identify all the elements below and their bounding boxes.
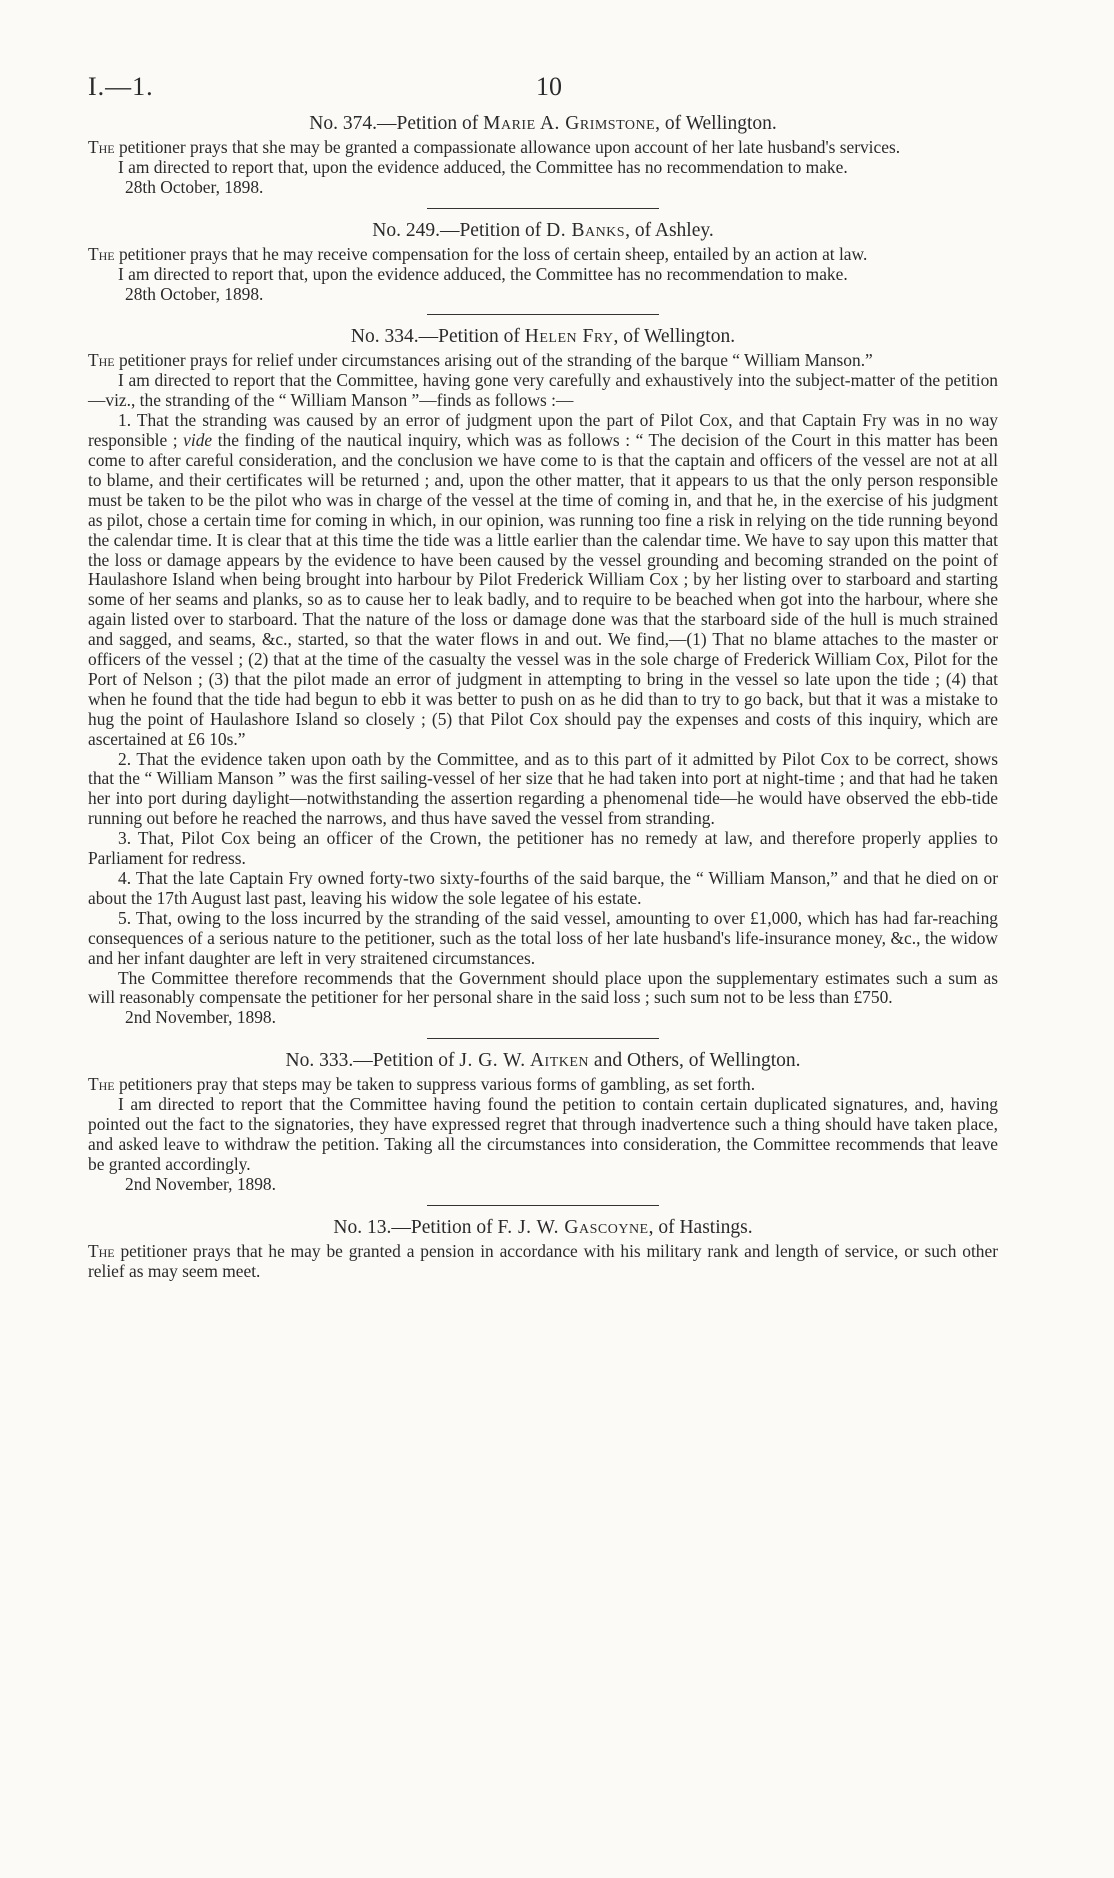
petitioner-name: Marie A. Grimstone [483,113,656,134]
report-date: 28th October, 1898. [125,176,264,197]
section-divider [427,314,659,315]
petition-13 [88,1216,998,1282]
petition-title: No. 374.—Petition of Marie A. Grimstone, of Wellington. [309,113,777,134]
section-divider [427,1205,659,1206]
page-reference: I.—1. [88,72,154,101]
committee-report: I am directed to report that, upon the evidence adduced, the Committee has no recommendation to make. [118,263,848,284]
petitioner-name: Helen Fry [524,326,614,348]
finding-point-5: 5. That, owing to the loss incurred by the stranding of the said vessel, amounting to over £1,000, which has had far-reaching consequences of a serious nature to the petitioner, such as the total loss of her late husband's life-insurance money, &c., the widow and her infant daughter are left in very straitened circumstances. [88,907,998,968]
section-divider [427,208,659,209]
committee-report: I am directed to report that, upon the evidence adduced, the Committee has no recommendation to make. [118,156,848,177]
petition-title: No. 13.—Petition of F. J. W. Gascoyne, of Hastings. [333,1216,753,1238]
report-date: 2nd November, 1898. [125,1173,276,1194]
petition-prayer: The petitioners pray that steps may be taken to suppress various forms of gambling, as set forth. [88,1074,756,1095]
petition-title: No. 333.—Petition of J. G. W. Aitken and Others, of Wellington. [285,1050,801,1072]
report-date: 2nd November, 1898. [125,1007,276,1028]
petition-333 [88,1049,998,1194]
committee-recommendation: The Committee therefore recommends that the Government should place upon the supplementary estimates such a sum as will reasonably compensate the petitioner for her personal share in the said loss ; such sum not to be less than £750. [88,967,998,1008]
committee-report: I am directed to report that the Committee having found the petition to contain certain duplicated signatures, and, having pointed out the fact to the signatories, they have expressed regret that through inadvertence such a thing should have taken place, and asked leave to withdraw the petition. Taking all the circumstances into consideration, the Committee recommends that leave be granted accordingly. [88,1094,998,1174]
section-divider [427,1038,659,1039]
page-number: 10 [536,72,562,101]
petition-249 [88,219,998,305]
petition-prayer: The petitioner prays that he may receive compensation for the loss of certain sheep, entailed by an action at law. [88,243,868,264]
report-date: 28th October, 1898. [125,283,264,304]
petition-prayer: The petitioner prays that she may be granted a compassionate allowance upon account of her late husband's services. [88,137,901,157]
committee-report: I am directed to report that the Committee, having gone very carefully and exhaustively into the subject-matter of the petition—viz., the stranding of the “ William Manson ”—finds as follows :— [88,370,998,411]
petition-prayer: The petitioner prays that he may be granted a pension in accordance with his military rank and length of service, or such other relief as may seem meet. [88,1240,998,1281]
petition-334 [88,325,998,1028]
petition-title: No. 249.—Petition of D. Banks, of Ashley. [372,219,714,241]
page-header [88,72,998,112]
petition-prayer: The petitioner prays for relief under circumstances arising out of the stranding of the barque “ William Manson.” [88,350,873,371]
finding-point-2: 2. That the evidence taken upon oath by the Committee, and as to this part of it admitted by Pilot Cox to be correct, shows that the “ William Manson ” was the first sailing-vessel of her size that he had taken into port at night-time ; and that had he taken her into port during daylight—notwithstanding the assertion regarding a phenomenal tide—he would have observed the ebb-tide running out before he reached the narrows, and thus have saved the vessel from stranding. [88,748,998,829]
petitioner-name: F. J. W. Gascoyne [497,1216,649,1238]
petition-title: No. 334.—Petition of Helen Fry, of Wellington. [350,326,736,348]
petitioner-name: J. G. W. Aitken [459,1050,590,1072]
finding-point-1: 1. That the stranding was caused by an error of judgment upon the part of Pilot Cox, and that Captain Fry was in no way responsible ; vide the finding of the nautical inquiry, which was as follows : “ The decision of the Court in this matter has been come to after careful consideration, and the conclusion we have come to is that the captain and officers of the vessel are not at all to blame, and their certificates will be returned ; and, upon the other matter, that it appears to us that the only person responsible must be taken to be the pilot who was in charge of the vessel at the time of coming in, and that he, in the exercise of his judgment as pilot, chose a certain time for coming in which, in our opinion, was running too fine a risk in relying on the tide running beyond the calendar time. It is clear that at this time the tide was a little earlier than the calendar time. We have to say upon this matter that the loss or damage appears by the evidence to have been caused by the vessel grounding and becoming stranded on the point of Haulashore Island when being brought into harbour by Pilot Frederick William Cox ; by her listing over to starboard and starting some of her seams and planks, so as to cause her to leak badly, and to require to be beached when got into the harbour, where she again listed over to starboard. That the nature of the loss or damage done was that the starboard side of the hull is much strained and sagged, and seams, &c., started, so that the water flows in and out. We find,—(1) That no blame attaches to the master or officers of the vessel ; (2) that at the time of the casualty the vessel was in the sole charge of Frederick William Cox, Pilot for the Port of Nelson ; (3) that the pilot made an error of judgment in attempting to bring in the vessel so late upon the tide ; (4) that when he found that the tide had begun to ebb it was better to push on as he did than to try to go back, but that it was a mistake to hug the point of Haulashore Island so closely ; (5) that Pilot Cox should pay the expenses and costs of this inquiry, which are ascertained at £6 10s.” [88,410,998,749]
finding-point-4: 4. That the late Captain Fry owned forty-two sixty-fourths of the said barque, the “ William Manson,” and that he died on or about the 17th August last past, leaving his widow the sole legatee of his estate. [88,868,998,908]
petition-374 [88,112,998,198]
petitioner-name: D. Banks [546,219,626,241]
finding-point-3: 3. That, Pilot Cox being an officer of the Crown, the petitioner has no remedy at law, and therefore properly applies to Parliament for redress. [88,828,998,869]
